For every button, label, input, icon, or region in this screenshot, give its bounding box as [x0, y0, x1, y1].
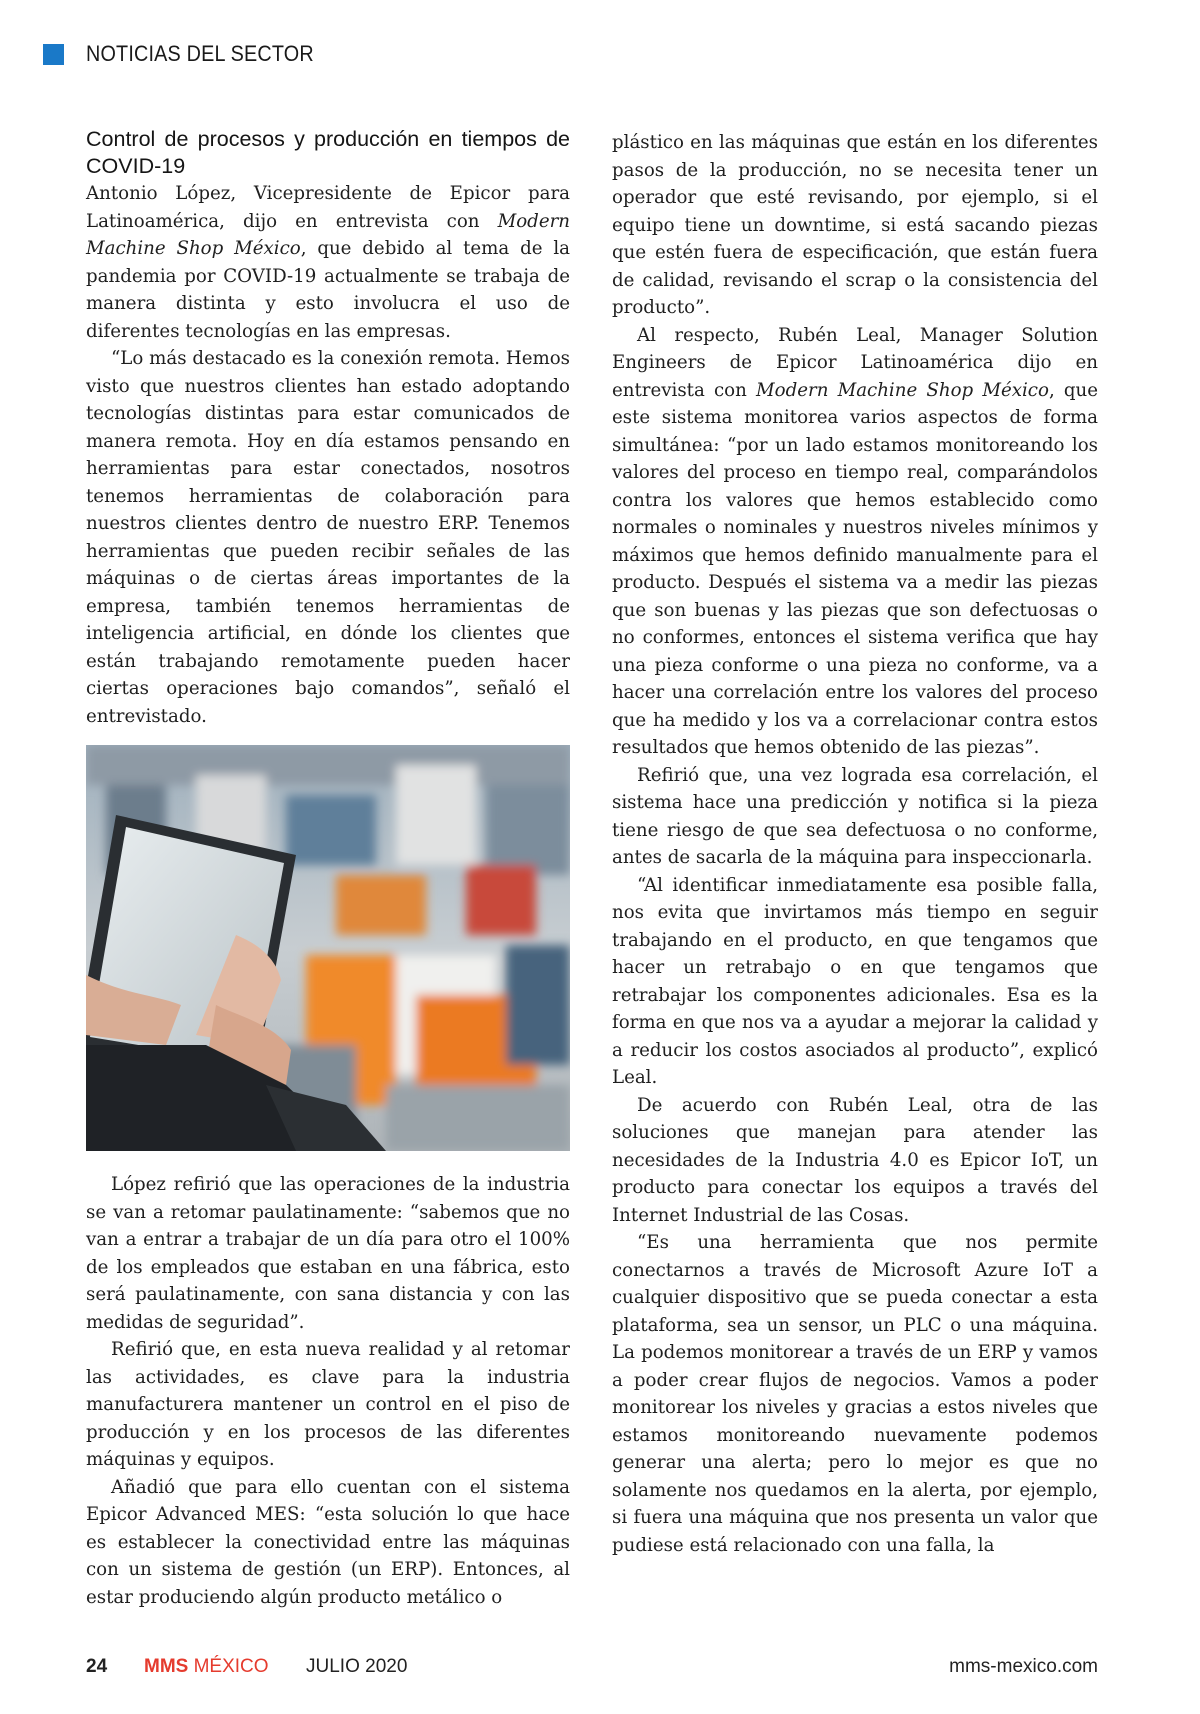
page-number: 24 — [86, 1656, 108, 1677]
paragraph: “Es una herramienta que nos permite conectarnos a través de Microsoft Azure IoT a cualquier dispositivo que se pueda conectar a esta plataforma, sea un sensor, un PLC o una máquina. La podemos monitorear a través de un ERP y vamos a poder crear flujos de negocios. Vamos a poder monitorear los niveles y gracias a estos niveles que estamos monitoreando nuevamente podemos generar una alerta; pero lo mejor es que no solamente nos quedamos en la alerta, por ejemplo, si fuera una máquina que nos presenta un valor que pudiese está relacionado con una falla, la — [612, 1232, 1098, 1556]
paragraph: Refirió que, en esta nueva realidad y al retomar las actividades, es clave para la industria manufacturera mantener un control en el piso de producción y en los procesos de las diferentes máquinas y equipos. — [86, 1339, 570, 1470]
factory-tablet-illustration — [86, 745, 570, 1151]
website-url[interactable]: mms-mexico.com — [949, 1656, 1098, 1677]
paragraph: Antonio López, Vicepresidente de Epicor para Latinoamérica, dijo en entrevista con Modern Machine Shop México, que debido al tema de la pandemia por COVID-19 actualmente se trabaja de manera distinta y esto involucra el uso de diferentes tecnologías en las empresas. — [86, 183, 570, 342]
section-marker — [43, 44, 64, 65]
left-column-bottom — [86, 1171, 570, 1611]
article-photo — [86, 745, 570, 1151]
paragraph: Añadió que para ello cuentan con el sistema Epicor Advanced MES: “esta solución lo que hace es establecer la conectividad entre las máquinas con un sistema de gestión (un ERP). Entonces, al estar produciendo algún producto metálico o — [86, 1476, 570, 1608]
section-title: NOTICIAS DEL SECTOR — [86, 41, 314, 66]
page-footer — [86, 1656, 1098, 1686]
issue-date: JULIO 2020 — [306, 1656, 408, 1677]
article-headline: Control de procesos y producción en tiempos de COVID-19 — [86, 127, 570, 178]
paragraph: De acuerdo con Rubén Leal, otra de las soluciones que manejan para atender las necesidades de la Industria 4.0 es Epicor IoT, un producto para conectar los equipos a través del Internet Industrial de las Cosas. — [612, 1094, 1098, 1226]
paragraph: “Al identificar inmediatamente esa posible falla, nos evita que invirtamos más tiempo en seguir trabajando en el producto, en que tengamos que hacer un retrabajo o en que tengamos que retrabajar los componentes adicionales. Esa es la forma en que nos va a ayudar a mejorar la calidad y a reducir los costos asociados al producto”, explicó Leal. — [612, 874, 1098, 1088]
paragraph: Al respecto, Rubén Leal, Manager Solution Engineers de Epicor Latinoamérica dijo en entrevista con Modern Machine Shop México, que este sistema monitorea varios aspectos de forma simultánea: “por un lado estamos monitoreando los valores del proceso en tiempo real, comparándolos contra los valores que hemos establecido como normales o nominales y nuestros niveles mínimos y máximos que hemos definido manualmente para el producto. Después el sistema va a medir las piezas que son buenas y las piezas que son defectuosas o no conformes, entonces el sistema verifica que hay una pieza conforme o una pieza no conforme, va a hacer una correlación entre los valores del proceso que ha medido y los va a correlacionar contra estos resultados que hemos obtenido de las piezas”. — [612, 324, 1099, 758]
magazine-brand: MMS MÉXICO — [144, 1656, 269, 1677]
paragraph: Refirió que, una vez lograda esa correlación, el sistema hace una predicción y notifica si la pieza tiene riesgo de que sea defectuosa o no conforme, antes de sacarla de la máquina para inspeccionarla. — [612, 764, 1098, 868]
paragraph: plástico en las máquinas que están en los diferentes pasos de la producción, no se necesita tener un operador que esté revisando, por ejemplo, si el equipo tiene un downtime, si está sacando piezas que estén fuera de especificación, que están fuera de calidad, revisando el scrap o la consistencia del producto”. — [612, 132, 1098, 318]
left-column-top — [86, 126, 570, 730]
paragraph: “Lo más destacado es la conexión remota. Hemos visto que nuestros clientes han estado adoptando tecnologías distintas para estar comunicados de manera remota. Hoy en día estamos pensando en herramientas para estar conectados, nosotros tenemos herramientas de colaboración para nuestros clientes dentro de nuestro ERP. Tenemos herramientas que pueden recibir señales de las máquinas o de ciertas áreas importantes de la empresa, también tenemos herramientas de inteligencia artificial, en dónde los clientes que están trabajando remotamente pueden hacer ciertas operaciones bajo comandos”, señaló el entrevistado. — [86, 348, 570, 727]
right-column — [612, 129, 1098, 1559]
paragraph: López refirió que las operaciones de la industria se van a retomar paulatinamente: “sabemos que no van a entrar a trabajar de un día para otro el 100% de los empleados que estaban en una fábrica, esto será paulatinamente, con sana distancia y con las medidas de seguridad”. — [86, 1174, 570, 1333]
